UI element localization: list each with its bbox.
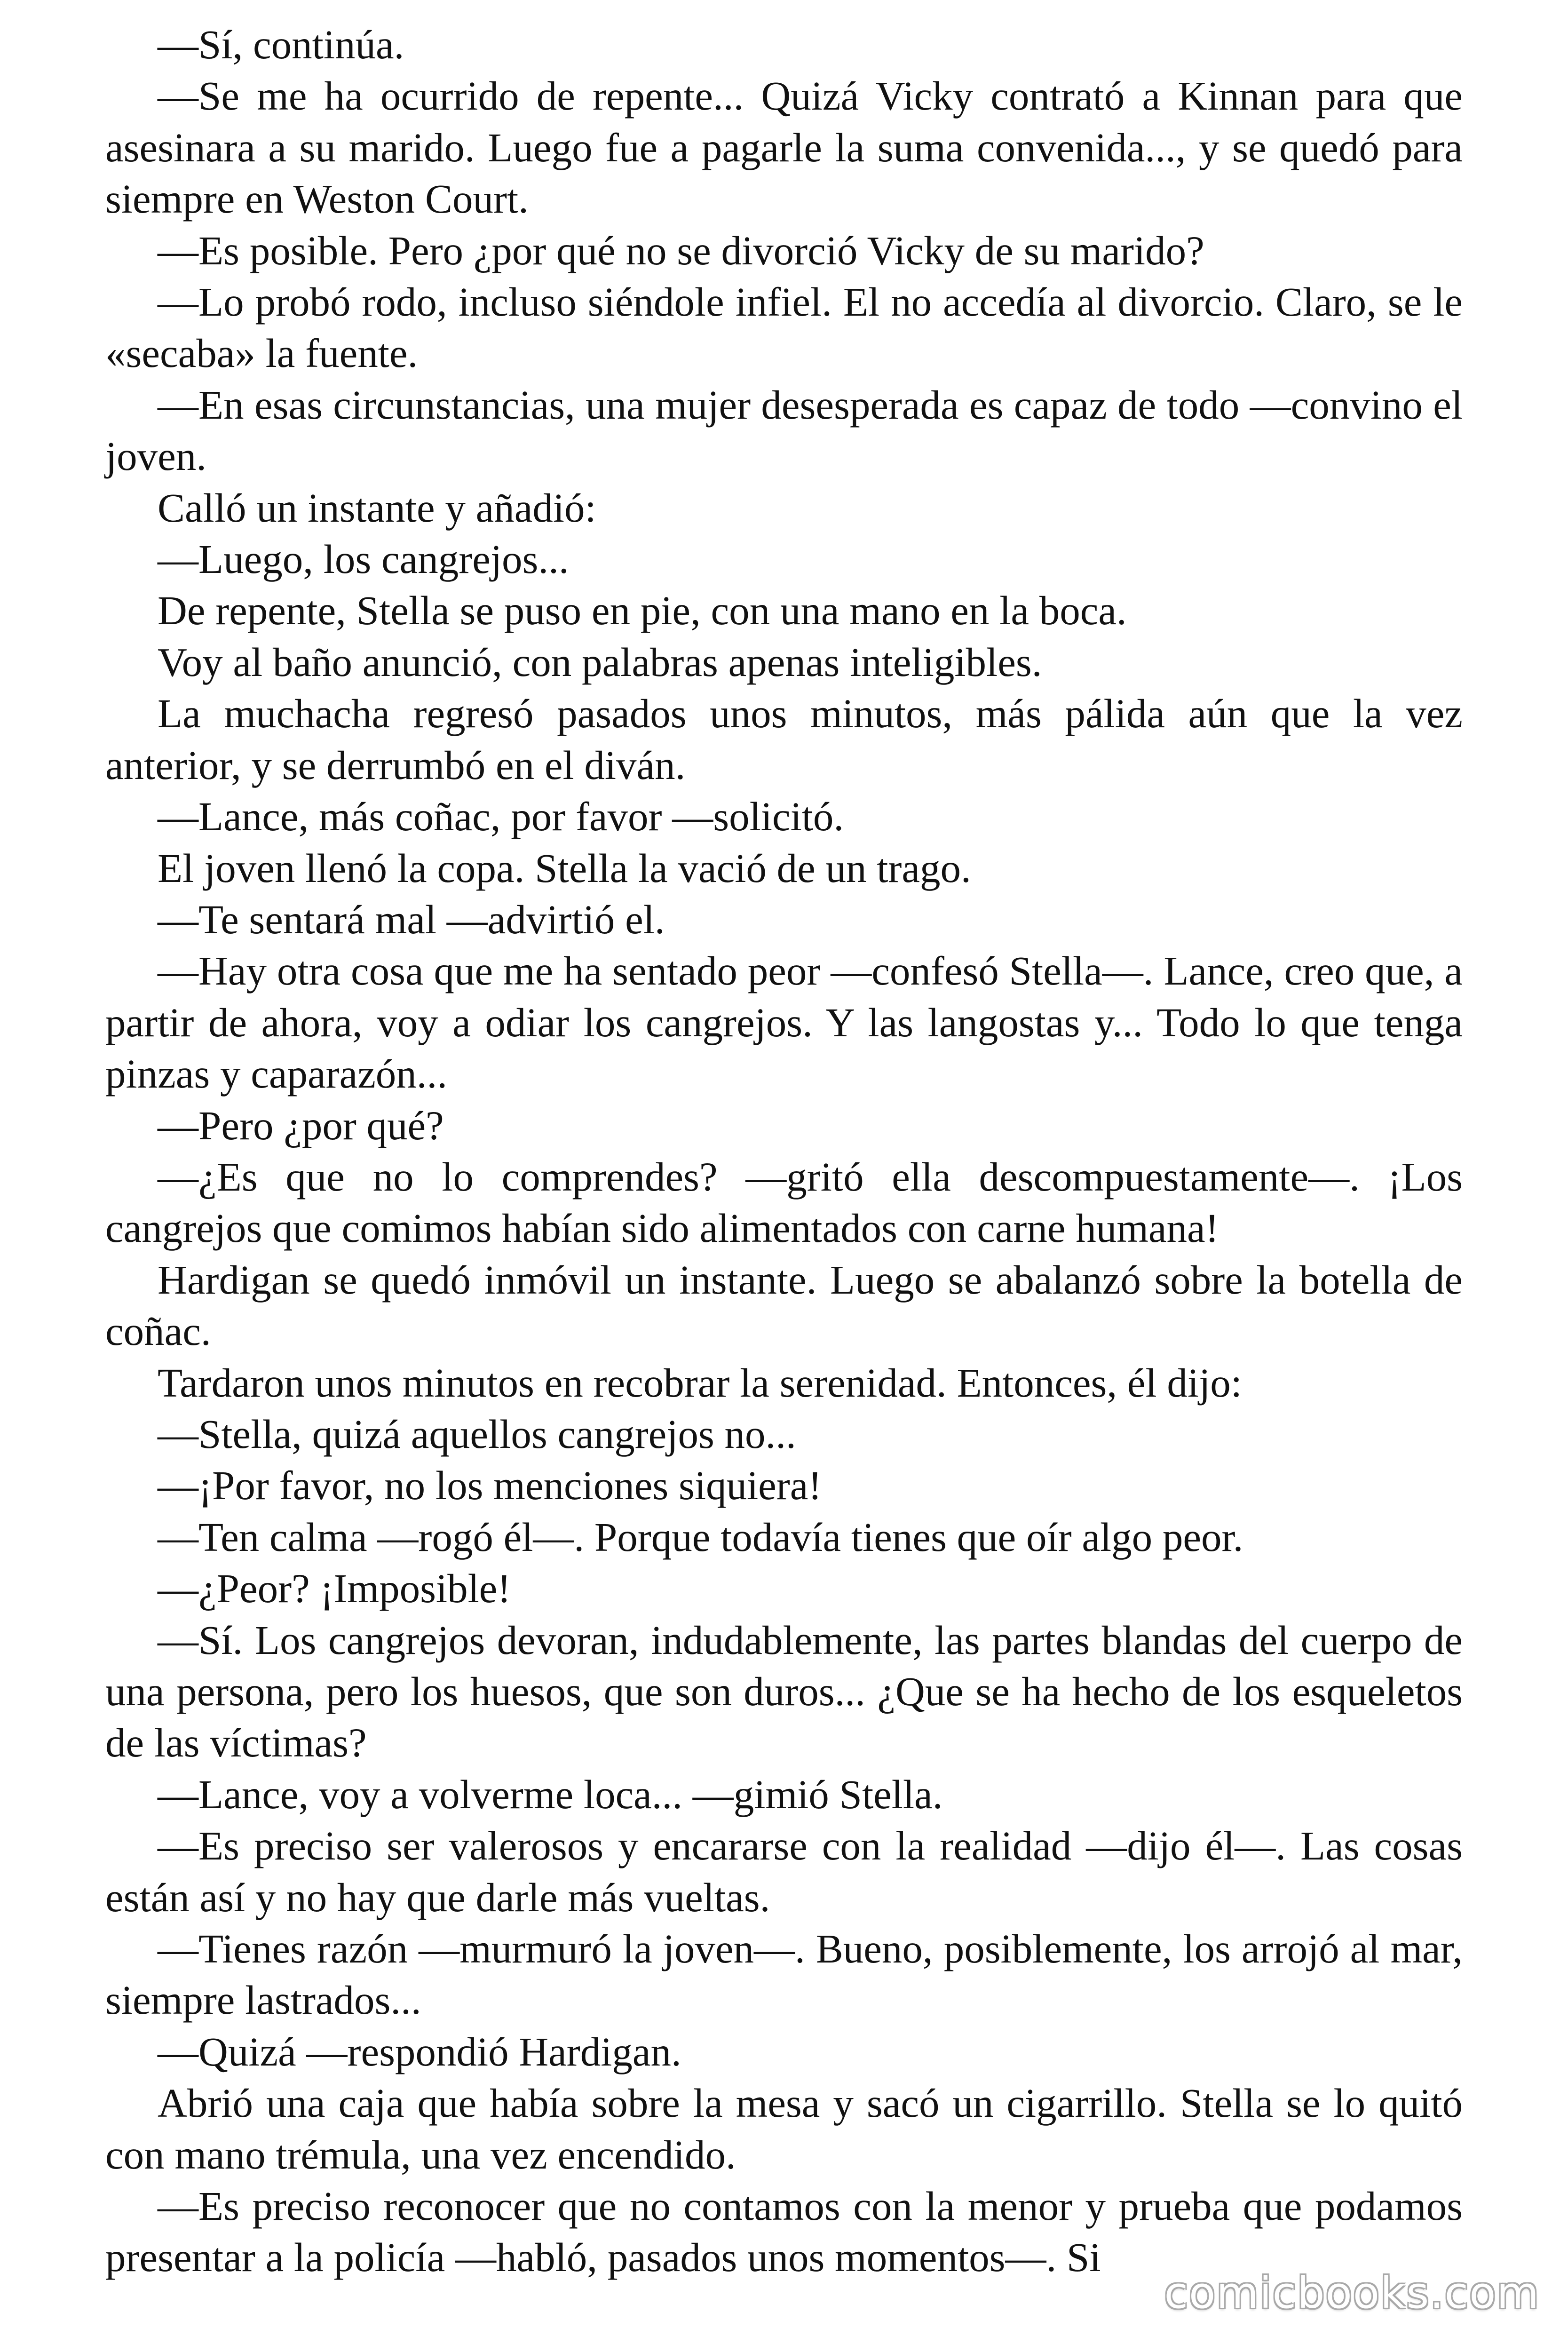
paragraph: —Lance, voy a volverme loca... —gimió Stella. xyxy=(158,1771,943,1817)
paragraph: —Es preciso reconocer que no contamos con la menor y prueba que podamos presentar a la policía —habló, pasados unos momentos—. Si xyxy=(105,2183,1463,2280)
paragraph: Voy al baño anunció, con palabras apenas inteligibles. xyxy=(158,639,1042,685)
paragraph: —¡Por favor, no los menciones siquiera! xyxy=(158,1462,822,1509)
paragraph: —En esas circunstancias, una mujer desesperada es capaz de todo —convino el joven. xyxy=(105,381,1463,479)
paragraph: El joven llenó la copa. Stella la vació de un trago. xyxy=(158,845,971,891)
paragraph: —¿Es que no lo comprendes? —gritó ella descompuestamente—. ¡Los cangrejos que comimos habían sido alimentados con carne humana! xyxy=(105,1153,1463,1251)
paragraph: —Pero ¿por qué? xyxy=(158,1102,444,1148)
site-watermark: comicbooks.com xyxy=(1164,2268,1540,2318)
paragraph: —Te sentará mal —advirtió el. xyxy=(158,896,665,942)
paragraph: —Ten calma —rogó él—. Porque todavía tienes que oír algo peor. xyxy=(158,1514,1243,1560)
paragraph: —Sí, continúa. xyxy=(158,22,404,67)
paragraph: Calló un instante y añadió: xyxy=(158,485,596,531)
paragraph: La muchacha regresó pasados unos minutos, más pálida aún que la vez anterior, y se derrumbó en el diván. xyxy=(105,691,1463,788)
paragraph: Hardigan se quedó inmóvil un instante. Luego se abalanzó sobre la botella de coñac. xyxy=(105,1256,1463,1354)
paragraph: —Lo probó rodo, incluso siéndole infiel. El no accedía al divorcio. Claro, se le «secaba» la fuente. xyxy=(105,279,1463,376)
book-page xyxy=(105,19,1463,2333)
paragraph: —Es posible. Pero ¿por qué no se divorció Vicky de su marido? xyxy=(158,227,1204,273)
paragraph: —¿Peor? ¡Imposible! xyxy=(158,1565,511,1612)
paragraph: —Stella, quizá aquellos cangrejos no... xyxy=(158,1411,796,1457)
paragraph: —Luego, los cangrejos... xyxy=(158,536,569,582)
paragraph: —Es preciso ser valerosos y encararse con la realidad —dijo él—. Las cosas están así y no hay que darle más vueltas. xyxy=(105,1823,1463,1920)
paragraph: —Tienes razón —murmuró la joven—. Bueno, posiblemente, los arrojó al mar, siempre lastrados... xyxy=(105,1926,1463,2023)
paragraph: —Sí. Los cangrejos devoran, indudablemente, las partes blandas del cuerpo de una persona, pero los huesos, que son duros... ¿Que se ha hecho de los esqueletos de las víctimas? xyxy=(105,1617,1463,1766)
paragraph: Tardaron unos minutos en recobrar la serenidad. Entonces, él dijo: xyxy=(158,1359,1242,1406)
paragraph: Abrió una caja que había sobre la mesa y sacó un cigarrillo. Stella se lo quitó con mano trémula, una vez encendido. xyxy=(105,2080,1463,2177)
paragraph: —Se me ha ocurrido de repente... Quizá Vicky contrató a Kinnan para que asesinara a su marido. Luego fue a pagarle la suma convenida..., y se quedó para siempre en Weston Court. xyxy=(105,73,1463,222)
paragraph: —Quizá —respondió Hardigan. xyxy=(158,2028,681,2074)
paragraph: —Hay otra cosa que me ha sentado peor —confesó Stella—. Lance, creo que, a partir de ahora, voy a odiar los cangrejos. Y las langostas y... Todo lo que tenga pinzas y caparazón... xyxy=(105,948,1463,1097)
paragraph: —Lance, más coñac, por favor —solicitó. xyxy=(158,794,844,840)
paragraph: De repente, Stella se puso en pie, con una mano en la boca. xyxy=(158,588,1127,634)
